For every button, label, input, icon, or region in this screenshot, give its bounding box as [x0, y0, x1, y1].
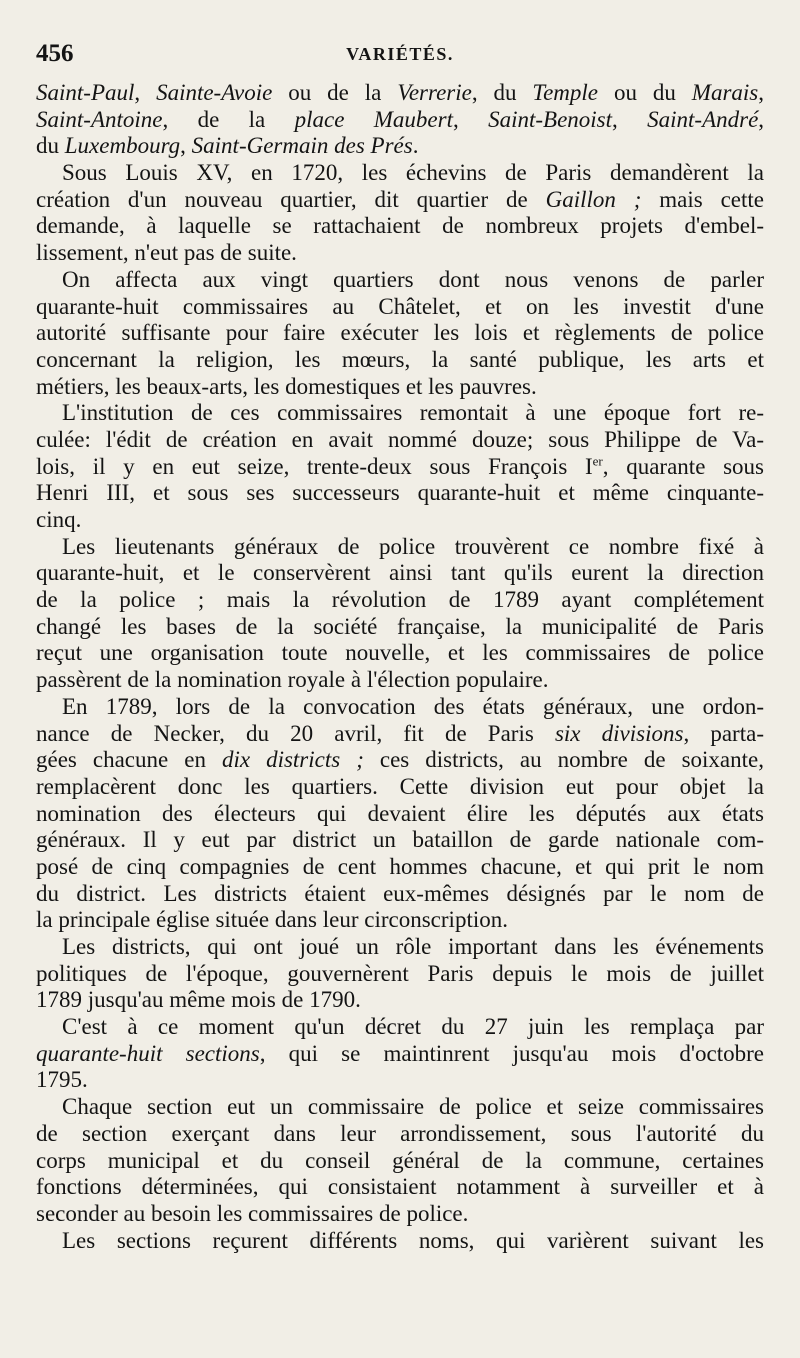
text-line — [36, 534, 764, 561]
text-run: métiers, les beaux-arts, les domestiques et les pauvres. — [36, 373, 537, 399]
text-line — [36, 80, 764, 107]
text-run: reçut une organisation toute nouvelle, et les commissaires de police — [36, 640, 764, 666]
text-run: En 1789, lors de la convocation des états généraux, une ordon- — [62, 693, 764, 719]
text-line — [36, 294, 764, 321]
text-run: L'institution de ces commissaires remontait à une époque fort re- — [62, 400, 764, 426]
text-run: Les districts, qui ont joué un rôle important dans les événements — [62, 934, 764, 959]
text-line — [36, 667, 764, 694]
text-run: . — [412, 133, 419, 159]
text-run: la principale église située dans leur circonscription. — [36, 907, 508, 933]
text-run: Chaque section eut un commissaire de police et seize commissaires — [62, 1094, 764, 1120]
text-line — [36, 454, 764, 481]
text-line — [36, 694, 764, 721]
text-line — [36, 267, 764, 294]
text-line — [36, 987, 764, 1014]
text-run: autorité suffisante pour faire exécuter les lois et règlements de police — [36, 320, 764, 346]
italic-text: Sainte-Avoie — [156, 80, 273, 105]
italic-text: Verrerie — [397, 80, 472, 105]
text-run: quarante-huit, et le conservèrent ainsi tant qu'ils eurent la direction — [36, 560, 764, 586]
text-line — [36, 801, 764, 828]
text-run: , quarante sous — [602, 453, 765, 479]
italic-text: Temple — [532, 80, 599, 105]
text-line — [36, 374, 764, 401]
text-line — [36, 934, 764, 961]
text-line — [36, 400, 764, 427]
italic-text: Marais — [691, 80, 759, 105]
text-line — [36, 1201, 764, 1228]
italic-text: Gaillon ; — [545, 186, 642, 212]
text-run: , parta- — [683, 720, 764, 746]
text-run: création d'un nouveau quartier, dit quartier de — [36, 186, 546, 212]
text-run: posé de cinq compagnies de cent hommes chacune, et qui prit le nom — [36, 853, 764, 879]
text-line — [36, 1148, 764, 1175]
text-run: cinq. — [36, 507, 82, 532]
text-run: seconder au besoin les commissaires de police. — [36, 1200, 469, 1226]
text-run: du — [36, 133, 65, 159]
text-run: On affecta aux vingt quartiers dont nous venons de parler — [62, 266, 764, 292]
text-line — [36, 1067, 764, 1094]
text-run: demande, à laquelle se rattachaient de nombreux projets d'embel- — [36, 213, 764, 239]
text-run: , — [134, 80, 157, 105]
italic-text: Saint-Benoist — [488, 106, 613, 132]
text-line — [36, 507, 764, 534]
text-run: , qui se maintinrent jusqu'au mois d'octobre — [259, 1040, 764, 1066]
italic-text: dix districts ; — [221, 747, 364, 773]
text-run: 1789 jusqu'au même mois de 1790. — [36, 987, 361, 1013]
text-run: , du — [471, 80, 533, 105]
text-run: politiques de l'époque, gouvernèrent Paris depuis le mois de juillet — [36, 960, 764, 986]
italic-text: Saint-Germain des Prés — [191, 133, 413, 159]
text-line — [36, 640, 764, 667]
text-line — [36, 107, 764, 134]
text-line — [36, 240, 764, 267]
italic-text: quarante-huit sections — [36, 1040, 260, 1066]
text-line — [36, 1014, 764, 1041]
italic-text: Saint-Antoine — [36, 106, 163, 132]
text-line — [36, 1041, 764, 1068]
text-run: passèrent de la nomination royale à l'élection populaire. — [36, 667, 549, 693]
text-run: Henri III, et sous ses successeurs quarante-huit et même cinquante- — [36, 480, 764, 506]
text-line — [36, 560, 764, 587]
text-run: concernant la religion, les mœurs, la santé publique, les arts et — [36, 346, 764, 372]
text-line — [36, 213, 764, 240]
page-header — [36, 40, 764, 76]
text-run: quarante-huit commissaires au Châtelet, et on les investit d'une — [36, 293, 764, 319]
text-line — [36, 320, 764, 347]
text-run: du district. Les districts étaient eux-mêmes désignés par le nom de — [36, 880, 764, 906]
text-run: , — [758, 106, 765, 132]
text-run: nance de Necker, du 20 avril, fit de Paris — [36, 720, 555, 746]
text-line — [36, 1094, 764, 1121]
text-line — [36, 187, 764, 214]
italic-text: six divisions — [554, 720, 684, 746]
running-head: VARIÉTÉS. — [346, 44, 454, 64]
italic-text: Luxembourg — [64, 133, 181, 159]
text-line — [36, 480, 764, 507]
text-run: , de la — [162, 106, 295, 132]
text-run: 1795. — [36, 1067, 88, 1093]
text-line — [36, 907, 764, 934]
text-line — [36, 827, 764, 854]
text-run: nomination des électeurs qui devaient élire les députés aux états — [36, 800, 764, 826]
text-run: Sous Louis XV, en 1720, les échevins de Paris demandèrent la — [62, 160, 764, 186]
page-number: 456 — [36, 40, 74, 67]
text-run: , — [612, 106, 648, 132]
text-line — [36, 160, 764, 187]
text-line — [36, 587, 764, 614]
body-text — [36, 80, 764, 1254]
text-line — [36, 1174, 764, 1201]
text-run: lois, il y en eut seize, trente-deux sous François I — [36, 453, 593, 479]
text-run: , — [758, 80, 764, 105]
text-run: remplacèrent donc les quartiers. Cette division eut pour objet la — [36, 773, 764, 799]
text-run: Les sections reçurent différents noms, qui varièrent suivant les — [62, 1227, 764, 1253]
text-run: lissement, n'eut pas de suite. — [36, 240, 297, 266]
text-line — [36, 747, 764, 774]
text-line — [36, 347, 764, 374]
text-line — [36, 614, 764, 641]
text-run: culée: l'édit de création en avait nommé douze; sous Philippe de Va- — [36, 426, 764, 452]
italic-text: place Maubert — [294, 106, 453, 132]
text-line — [36, 1228, 764, 1255]
text-run: ou du — [598, 80, 692, 105]
text-run: fonctions déterminées, qui consistaient notamment à surveiller et à — [36, 1174, 764, 1200]
text-run: ou de la — [272, 80, 398, 105]
text-line — [36, 881, 764, 908]
text-run: ces districts, au nombre de soixante, — [363, 747, 764, 773]
italic-text: Saint-André — [647, 106, 759, 132]
text-line — [36, 1121, 764, 1148]
text-run: de la police ; mais la révolution de 1789 ayant complétement — [36, 587, 764, 613]
text-line — [36, 774, 764, 801]
text-run: Les lieutenants généraux de police trouvèrent ce nombre fixé à — [62, 533, 764, 559]
text-run: gées chacune en — [36, 747, 222, 773]
text-run: , — [452, 106, 489, 132]
text-line — [36, 133, 764, 160]
text-line — [36, 854, 764, 881]
text-line — [36, 427, 764, 454]
text-run: mais cette — [641, 186, 764, 212]
text-line — [36, 721, 764, 748]
text-run: corps municipal et du conseil général de la commune, certaines — [36, 1147, 764, 1173]
text-run: C'est à ce moment qu'un décret du 27 juin les remplaça par — [62, 1014, 764, 1040]
text-line — [36, 961, 764, 988]
text-run: généraux. Il y eut par district un bataillon de garde nationale com- — [36, 827, 764, 853]
italic-text: Saint-Paul — [36, 80, 135, 105]
superscript: er — [592, 452, 603, 468]
text-run: changé les bases de la société française, la municipalité de Paris — [36, 613, 764, 639]
text-run: de section exerçant dans leur arrondissement, sous l'autorité du — [36, 1120, 764, 1146]
text-run: , — [180, 133, 192, 159]
